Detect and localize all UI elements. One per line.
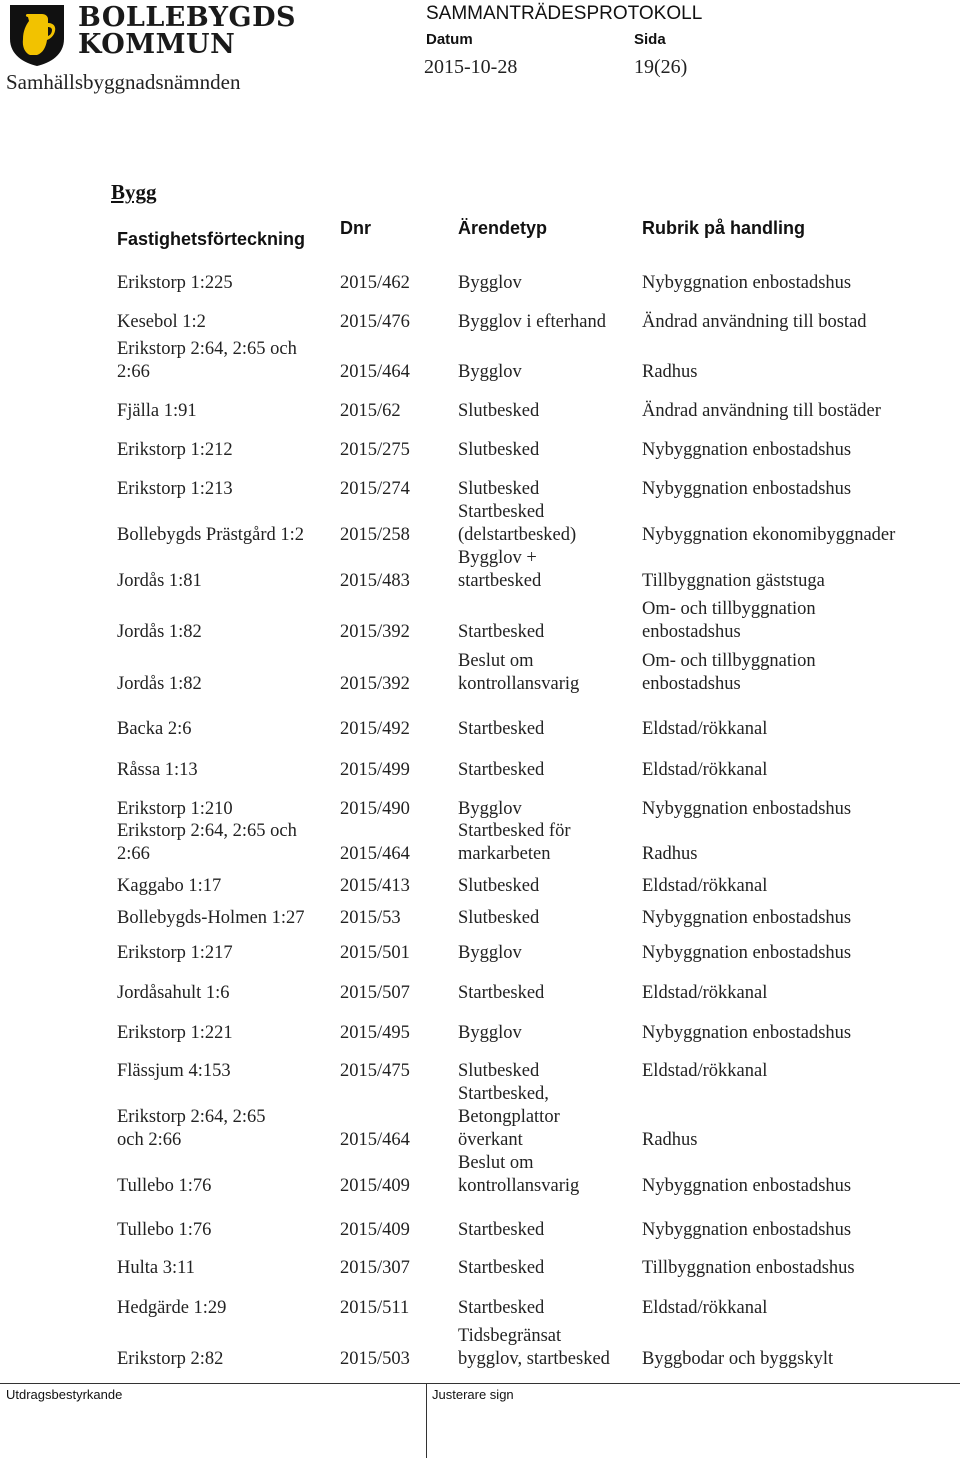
cell-type-line: Startbesked [458, 760, 545, 780]
cell-heading-line: Ändrad användning till bostad [642, 312, 867, 332]
cell-type-line: Startbesked [458, 502, 545, 522]
cell-type-line: överkant [458, 1130, 523, 1150]
cell-type-line: Slutbesked [458, 440, 540, 460]
cell-property-line: Kaggabo 1:17 [117, 876, 222, 896]
cell-heading-line: Nybyggnation enbostadshus [642, 1023, 852, 1043]
cell-type-line: Bygglov + [458, 548, 537, 568]
cell-property-line: Bollebygds-Holmen 1:27 [117, 908, 305, 928]
cell-heading-line: Nybyggnation enbostadshus [642, 943, 852, 963]
cell-property-line: Backa 2:6 [117, 719, 192, 739]
cell-heading-line: Nybyggnation enbostadshus [642, 273, 852, 293]
cell-type-line: Startbesked [458, 1298, 545, 1318]
cell-type-line: Beslut om [458, 651, 534, 671]
cell-heading-line: Nybyggnation enbostadshus [642, 908, 852, 928]
cell-dnr-line: 2015/503 [340, 1349, 410, 1369]
cell-heading-line: Radhus [642, 844, 698, 864]
cell-type-line: Startbesked [458, 983, 545, 1003]
cell-heading-line: Tillbyggnation gäststuga [642, 571, 825, 591]
cell-property-line: Jordås 1:82 [117, 674, 202, 694]
cell-heading-line: Radhus [642, 362, 698, 382]
cell-dnr-line: 2015/495 [340, 1023, 410, 1043]
cell-heading-line: Byggbodar och byggskylt [642, 1349, 834, 1369]
cell-property-line: Tullebo 1:76 [117, 1176, 212, 1196]
cell-dnr-line: 2015/483 [340, 571, 410, 591]
cell-dnr-line: 2015/392 [340, 622, 410, 642]
cell-type-line: Startbesked, [458, 1084, 549, 1104]
cell-dnr-line: 2015/392 [340, 674, 410, 694]
cell-heading-line: Nybyggnation enbostadshus [642, 479, 852, 499]
cell-property-line: Erikstorp 1:225 [117, 273, 233, 293]
cell-property-line: Råssa 1:13 [117, 760, 198, 780]
cell-property-line: Fjälla 1:91 [117, 401, 197, 421]
cell-dnr-line: 2015/409 [340, 1220, 410, 1240]
cell-type-line: kontrollansvarig [458, 1176, 580, 1196]
footer-signature-label: Justerare sign [432, 1387, 514, 1402]
cell-dnr-line: 2015/462 [340, 273, 410, 293]
cell-heading-line: Nybyggnation enbostadshus [642, 440, 852, 460]
cell-type-line: Bygglov [458, 273, 522, 293]
cell-heading-line: Radhus [642, 1130, 698, 1150]
cell-property-line: Erikstorp 2:82 [117, 1349, 224, 1369]
cell-type-line: Slutbesked [458, 876, 540, 896]
cell-heading-line: Nybyggnation ekonomibyggnader [642, 525, 896, 545]
date-value: 2015-10-28 [424, 56, 518, 78]
cell-type-line: bygglov, startbesked [458, 1349, 610, 1369]
cell-type-line: Startbesked [458, 1220, 545, 1240]
cell-dnr-line: 2015/476 [340, 312, 410, 332]
cell-property-line: Erikstorp 2:64, 2:65 [117, 1107, 266, 1127]
page-label: Sida [634, 31, 666, 48]
cell-property-line: Jordåsahult 1:6 [117, 983, 230, 1003]
cell-dnr [340, 1348, 455, 1371]
cell-type-line: Tidsbegränsat [458, 1326, 562, 1346]
cell-type-line: Startbesked [458, 719, 545, 739]
cell-dnr-line: 2015/413 [340, 876, 410, 896]
cell-type-line: Betongplattor [458, 1107, 560, 1127]
cell-dnr-line: 2015/501 [340, 943, 410, 963]
cell-dnr-line: 2015/507 [340, 983, 410, 1003]
cell-heading-line: Eldstad/rökkanal [642, 1298, 768, 1318]
cell-dnr-line: 2015/492 [340, 719, 410, 739]
cell-type-line: startbesked [458, 571, 542, 591]
cell-property-line: Hedgärde 1:29 [117, 1298, 227, 1318]
cell-property-line: Erikstorp 1:217 [117, 943, 233, 963]
section-title: Bygg [111, 180, 157, 204]
cell-property-line: Erikstorp 1:210 [117, 799, 233, 819]
cell-property-line: Erikstorp 1:213 [117, 479, 233, 499]
cell-property-line: Bollebygds Prästgård 1:2 [117, 525, 305, 545]
cell-type-line: Slutbesked [458, 479, 540, 499]
cell-property-line: 2:66 [117, 844, 150, 864]
cell-property-line: Erikstorp 1:212 [117, 440, 233, 460]
cell-type-line: Bygglov [458, 799, 522, 819]
cell-dnr-line: 2015/258 [340, 525, 410, 545]
cell-type-line: Slutbesked [458, 401, 540, 421]
cell-type-line: Bygglov i efterhand [458, 312, 606, 332]
column-header-heading: Rubrik på handling [642, 218, 806, 238]
cell-property-line: Hulta 3:11 [117, 1258, 195, 1278]
cell-type-line: Startbesked [458, 1258, 545, 1278]
cell-dnr-line: 2015/275 [340, 440, 410, 460]
cell-type-line: Beslut om [458, 1153, 534, 1173]
cell-property-line: och 2:66 [117, 1130, 182, 1150]
footer-certification-label: Utdragsbestyrkande [6, 1387, 123, 1402]
cell-dnr-line: 2015/475 [340, 1061, 410, 1081]
cell-type-line: Bygglov [458, 1023, 522, 1043]
cell-heading-line: Om- och tillbyggnation [642, 651, 816, 671]
cell-type-line: (delstartbesked) [458, 525, 577, 545]
cell-type [458, 1325, 638, 1371]
cell-type-line: Bygglov [458, 943, 522, 963]
cell-dnr-line: 2015/490 [340, 799, 410, 819]
department-name: Samhällsbyggnadsnämnden [6, 70, 241, 94]
cell-property-line: Erikstorp 2:64, 2:65 och [117, 821, 297, 841]
brand-line-1: BOLLEBYGDS [78, 2, 296, 33]
cell-property [117, 1348, 337, 1371]
cell-heading-line: Eldstad/rökkanal [642, 760, 768, 780]
cell-heading-line: enbostadshus [642, 622, 741, 642]
footer-divider [0, 1383, 960, 1384]
cell-type-line: Bygglov [458, 362, 522, 382]
cell-dnr-line: 2015/464 [340, 844, 410, 864]
cell-heading-line: Nybyggnation enbostadshus [642, 1176, 852, 1196]
brand-line-2: KOMMUN [78, 29, 236, 60]
cell-type-line: kontrollansvarig [458, 674, 580, 694]
cell-dnr-line: 2015/511 [340, 1298, 410, 1318]
cell-property-line: Erikstorp 2:64, 2:65 och [117, 339, 297, 359]
column-header-dnr: Dnr [340, 218, 371, 238]
cell-heading-line: Om- och tillbyggnation [642, 599, 816, 619]
cell-type-line: Startbesked [458, 622, 545, 642]
page-value: 19(26) [634, 56, 688, 78]
column-header-type: Ärendetyp [458, 218, 548, 238]
cell-property-line: Flässjum 4:153 [117, 1061, 231, 1081]
document-type: SAMMANTRÄDESPROTOKOLL [426, 3, 703, 24]
cell-dnr-line: 2015/274 [340, 479, 410, 499]
cell-heading-line: Tillbyggnation enbostadshus [642, 1258, 855, 1278]
cell-type-line: markarbeten [458, 844, 551, 864]
cell-type-line: Slutbesked [458, 908, 540, 928]
cell-property-line: Erikstorp 1:221 [117, 1023, 233, 1043]
cell-heading-line: Nybyggnation enbostadshus [642, 1220, 852, 1240]
cell-dnr-line: 2015/53 [340, 908, 401, 928]
cell-dnr-line: 2015/499 [340, 760, 410, 780]
cell-dnr-line: 2015/62 [340, 401, 401, 421]
cell-heading-line: Eldstad/rökkanal [642, 876, 768, 896]
cell-dnr-line: 2015/464 [340, 362, 410, 382]
cell-property-line: Jordås 1:82 [117, 622, 202, 642]
cell-heading-line: Nybyggnation enbostadshus [642, 799, 852, 819]
footer-column-divider [426, 1384, 427, 1458]
cell-heading-line: Eldstad/rökkanal [642, 719, 768, 739]
cell-heading-line: Eldstad/rökkanal [642, 983, 768, 1003]
cell-dnr-line: 2015/409 [340, 1176, 410, 1196]
cell-dnr-line: 2015/464 [340, 1130, 410, 1150]
cell-property-line: Tullebo 1:76 [117, 1220, 212, 1240]
cell-heading [642, 1348, 958, 1371]
cell-property-line: Jordås 1:81 [117, 571, 202, 591]
cell-property-line: 2:66 [117, 362, 150, 382]
cell-heading-line: Ändrad användning till bostäder [642, 401, 881, 421]
cell-type-line: Startbesked för [458, 821, 571, 841]
cell-type-line: Slutbesked [458, 1061, 540, 1081]
cell-property-line: Kesebol 1:2 [117, 312, 206, 332]
cell-heading-line: enbostadshus [642, 674, 741, 694]
cell-heading-line: Eldstad/rökkanal [642, 1061, 768, 1081]
date-label: Datum [426, 31, 473, 48]
column-header-property: Fastighetsförteckning [117, 229, 306, 249]
cell-dnr-line: 2015/307 [340, 1258, 410, 1278]
